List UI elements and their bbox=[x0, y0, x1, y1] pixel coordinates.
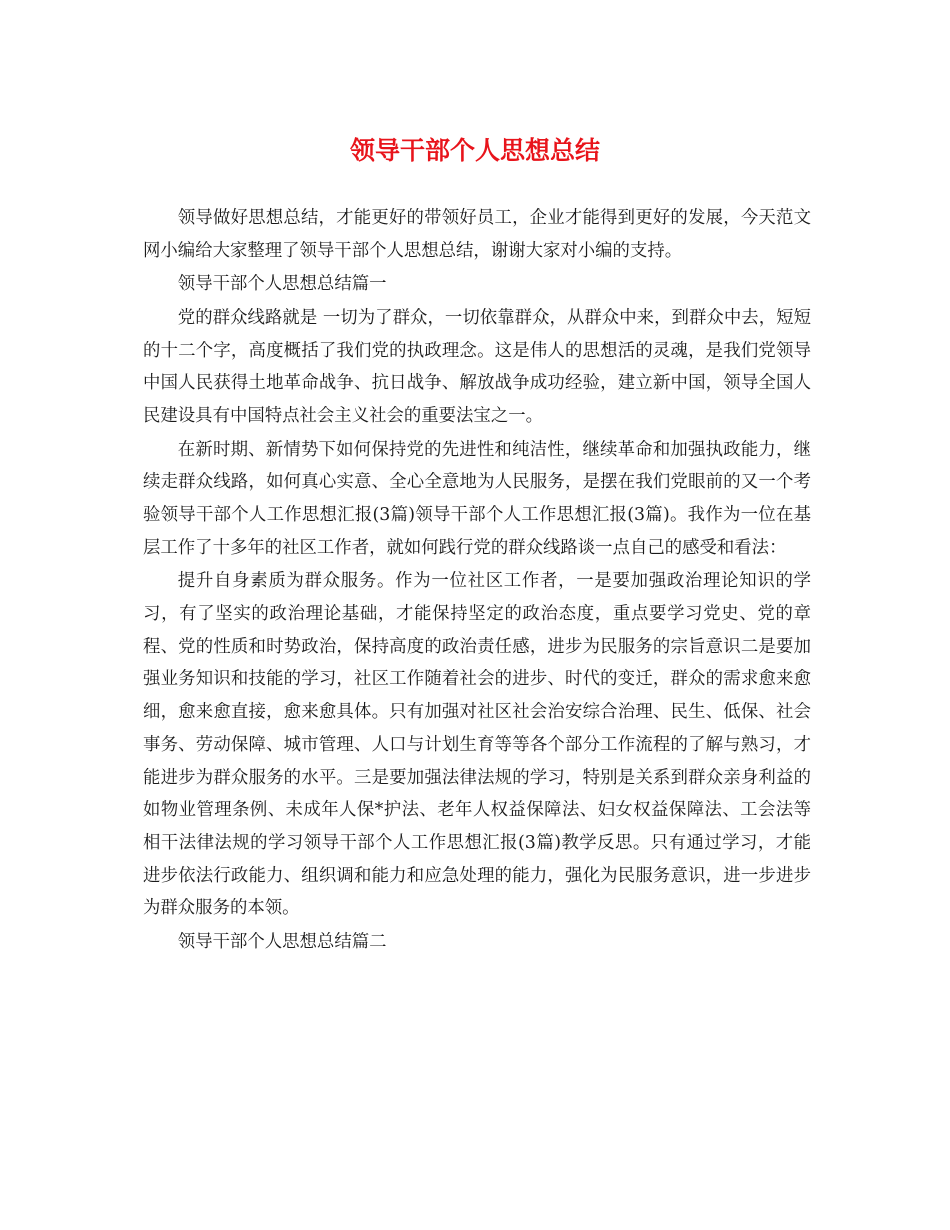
body-paragraph: 在新时期、新情势下如何保持党的先进性和纯洁性，继续革命和加强执政能力，继续走群众线路，如何真心实意、全心全意地为人民服务，是摆在我们党眼前的又一个考验领导干部个人工作思想汇报(3篇)领导干部个人工作思想汇报(3篇)。我作为一位在基层工作了十多年的社区工作者，就如何践行党的群众线路谈一点自己的感受和看法： bbox=[143, 439, 811, 558]
intro-paragraph: 领导做好思想总结，才能更好的带领好员工，企业才能得到更好的发展，今天范文网小编给大家整理了领导干部个人思想总结，谢谢大家对小编的支持。 bbox=[143, 208, 811, 261]
body-paragraph: 党的群众线路就是 一切为了群众，一切依靠群众，从群众中来，到群众中去，短短的十二个字，高度概括了我们党的执政理念。这是伟人的思想活的灵魂，是我们党领导中国人民获得土地革命战争、抗日战争、解放战争成功经验，建立新中国，领导全国人民建设具有中国特点社会主义社会的重要法宝之一。 bbox=[143, 307, 811, 426]
document-body bbox=[143, 202, 811, 960]
document-title: 领导干部个人思想总结 bbox=[349, 136, 600, 165]
body-paragraph: 提升自身素质为群众服务。作为一位社区工作者，一是要加强政治理论知识的学习，有了坚实的政治理论基础，才能保持坚定的政治态度，重点要学习党史、党的章程、党的性质和时势政治，保持高度的政治责任感，进步为民服务的宗旨意识二是要加强业务知识和技能的学习，社区工作随着社会的进步、时代的变迁，群众的需求愈来愈细，愈来愈直接，愈来愈具体。只有加强对社区社会治安综合治理、民生、低保、社会事务、劳动保障、城市管理、人口与计划生育等等各个部分工作流程的了解与熟习，才能进步为群众服务的水平。三是要加强法律法规的学习，特别是关系到群众亲身利益的如物业管理条例、未成年人保*护法、老年人权益保障法、妇女权益保障法、工会法等相干法律法规的学习领导干部个人工作思想汇报(3篇)教学反思。只有通过学习，才能进步依法行政能力、组织调和能力和应急处理的能力，强化为民服务意识，进一步进步为群众服务的本领。 bbox=[143, 571, 811, 919]
section-heading-2: 领导干部个人思想总结篇二 bbox=[177, 931, 387, 952]
section-heading-1: 领导干部个人思想总结篇一 bbox=[177, 274, 387, 295]
